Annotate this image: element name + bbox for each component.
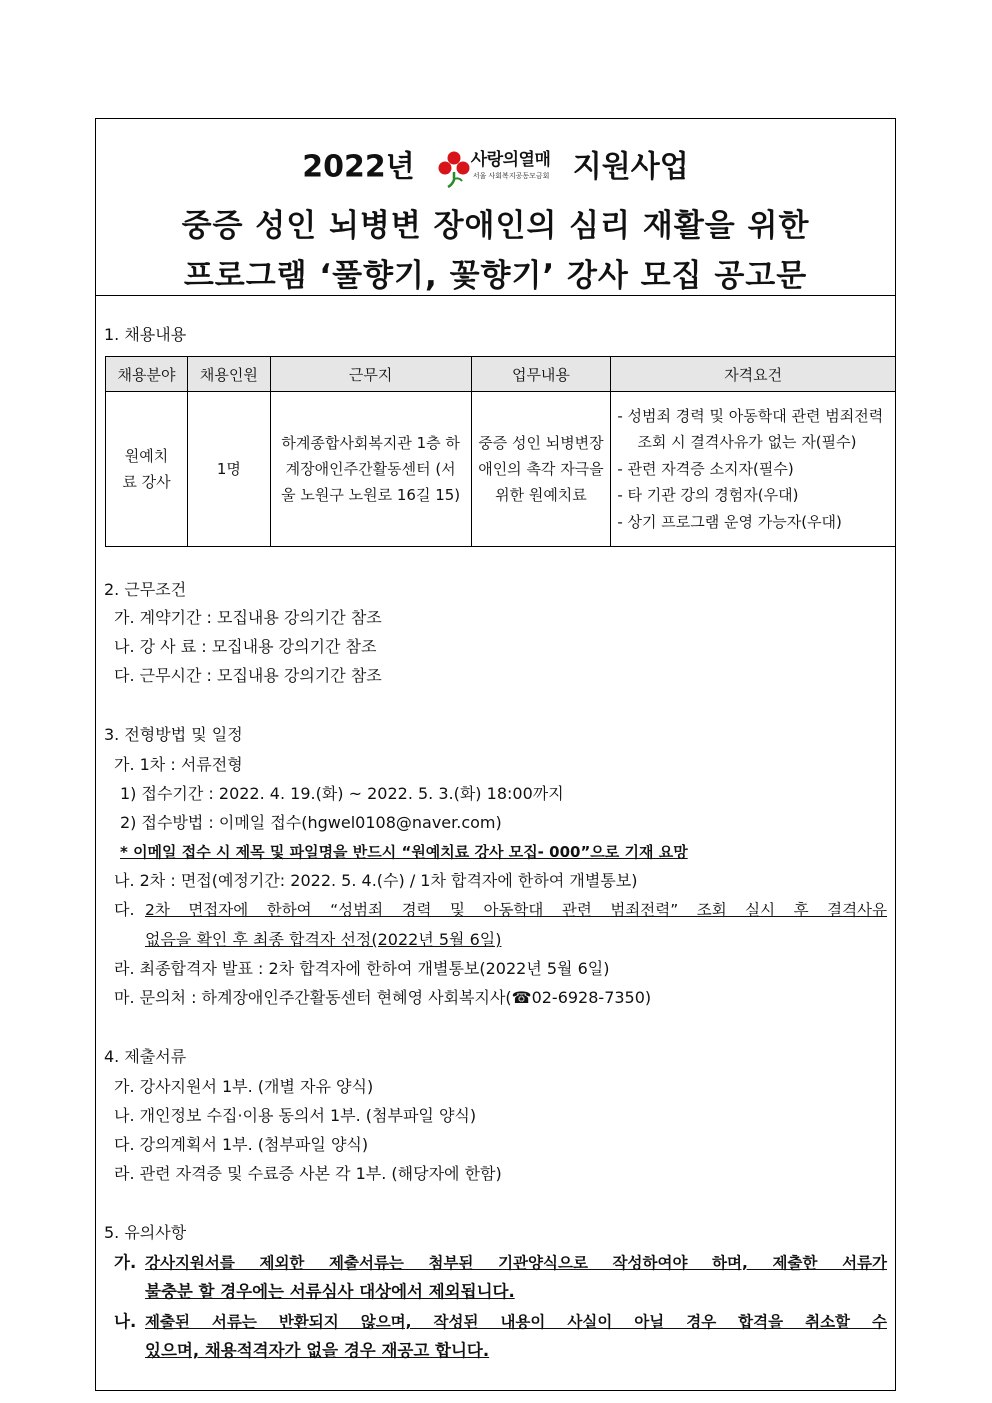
- section2-item: 가. 계약기간 : 모집내용 강의기간 참조: [114, 608, 382, 627]
- section3-sub1: 1) 접수기간 : 2022. 4. 19.(화) ~ 2022. 5. 3.(화) 18:00까지: [120, 784, 564, 803]
- sponsor-logo: [437, 148, 555, 188]
- notice-header: [96, 119, 895, 296]
- item-na-prefix: 나.: [114, 1312, 137, 1331]
- qualification-item: - 상기 프로그램 운영 가능자(우대): [617, 512, 842, 531]
- logo-text: 사랑의열매: [470, 149, 551, 170]
- item-da-line2: 없음을 확인 후 최종 합격자 선정(2022년 5월 6일): [145, 930, 502, 949]
- section2-item: 다. 근무시간 : 모집내용 강의기간 참조: [114, 666, 382, 685]
- section4-item: 가. 강사지원서 1부. (개별 자유 양식): [114, 1077, 374, 1096]
- header-year: 2022년: [302, 149, 415, 185]
- cell-field: 원예치료 강사: [106, 392, 188, 547]
- section2-item: 나. 강 사 료 : 모집내용 강의기간 참조: [114, 637, 377, 656]
- section3-item-na: 나. 2차 : 면접(예정기간: 2022. 5. 4.(수) / 1차 합격자에 한하여 개별통보): [114, 871, 638, 890]
- cell-duty: 중증 성인 뇌병변장애인의 촉각 자극을 위한 원예치료: [471, 392, 611, 547]
- fruit-logo-icon: [437, 150, 471, 188]
- qualification-item: - 타 기관 강의 경험자(우대): [617, 486, 799, 505]
- section4-item: 라. 관련 자격증 및 수료증 사본 각 1부. (해당자에 한함): [114, 1164, 502, 1183]
- item-da-line1: 2차 면접자에 한하여 “성범죄 경력 및 아동학대 관련 범죄전력” 조회 실시 후 결격사유: [145, 901, 887, 919]
- table-header-cell: 자격요건: [611, 357, 896, 392]
- table-header-cell: 근무지: [270, 357, 471, 392]
- table-header-row: [106, 357, 896, 392]
- item-da-prefix: 다.: [114, 900, 135, 919]
- item-na-line2: 있으며, 채용적격자가 없을 경우 재공고 합니다.: [145, 1341, 490, 1360]
- section4-title: 4. 제출서류: [104, 1047, 187, 1066]
- qualification-item: - 관련 자격증 소지자(필수): [617, 459, 794, 478]
- logo-subtext: 서울 사회복지공동모금회: [472, 171, 550, 180]
- header-program-label: 지원사업: [572, 149, 689, 185]
- item-ga-line1: 강사지원서를 제외한 제출서류는 첨부된 기관양식으로 작성하여야 하며, 제출한 서류가: [145, 1254, 887, 1272]
- table-header-cell: 채용인원: [187, 357, 270, 392]
- section3-title: 3. 전형방법 및 일정: [104, 725, 243, 744]
- table-header-cell: 채용분야: [106, 357, 188, 392]
- table-header-cell: 업무내용: [471, 357, 611, 392]
- item-na-line1: 제출된 서류는 반환되지 않으며, 작성된 내용이 사실이 아닐 경우 합격을 취소할 수: [145, 1313, 887, 1331]
- section4-item: 나. 개인정보 수집·이용 동의서 1부. (첨부파일 양식): [114, 1106, 477, 1125]
- section3-item-ga: 가. 1차 : 서류전형: [114, 755, 243, 774]
- section5-title: 5. 유의사항: [104, 1223, 187, 1242]
- cell-count: 1명: [187, 392, 270, 547]
- title-line1: 중증 성인 뇌병변 장애인의 심리 재활을 위한: [181, 208, 810, 244]
- title-line2: 프로그램 ‘풀향기, 꽃향기’ 강사 모집 공고문: [183, 258, 808, 294]
- section3-item-ra: 라. 최종합격자 발표 : 2차 합격자에 한하여 개별통보(2022년 5월 6일): [114, 959, 610, 978]
- section1-title: 1. 채용내용: [104, 325, 187, 344]
- item-ga-prefix: 가.: [114, 1253, 137, 1272]
- header-line1: [96, 147, 895, 188]
- section3-sub2: 2) 접수방법 : 이메일 접수(hgwel0108@naver.com): [120, 813, 502, 832]
- qualification-item: - 성범죄 경력 및 아동학대 관련 범죄전력 조회 시 결격사유가 없는 자(필수): [617, 406, 884, 452]
- recruit-table: [105, 356, 896, 547]
- section4-item: 다. 강의계획서 1부. (첨부파일 양식): [114, 1135, 369, 1154]
- section3-item-ma: 마. 문의처 : 하계장애인주간활동센터 현혜영 사회복지사(☎02-6928-7350): [114, 988, 652, 1007]
- section2-title: 2. 근무조건: [104, 580, 187, 599]
- table-row: [106, 392, 896, 547]
- cell-qualifications: [611, 392, 896, 547]
- item-ga-line2: 불충분 할 경우에는 서류심사 대상에서 제외됩니다.: [145, 1282, 515, 1301]
- section3-note: * 이메일 접수 시 제목 및 파일명을 반드시 “원예치료 강사 모집- 000”으로 기재 요망: [120, 843, 688, 861]
- cell-workplace: 하계종합사회복지관 1층 하계장애인주간활동센터 (서울 노원구 노원로 16길 15): [270, 392, 471, 547]
